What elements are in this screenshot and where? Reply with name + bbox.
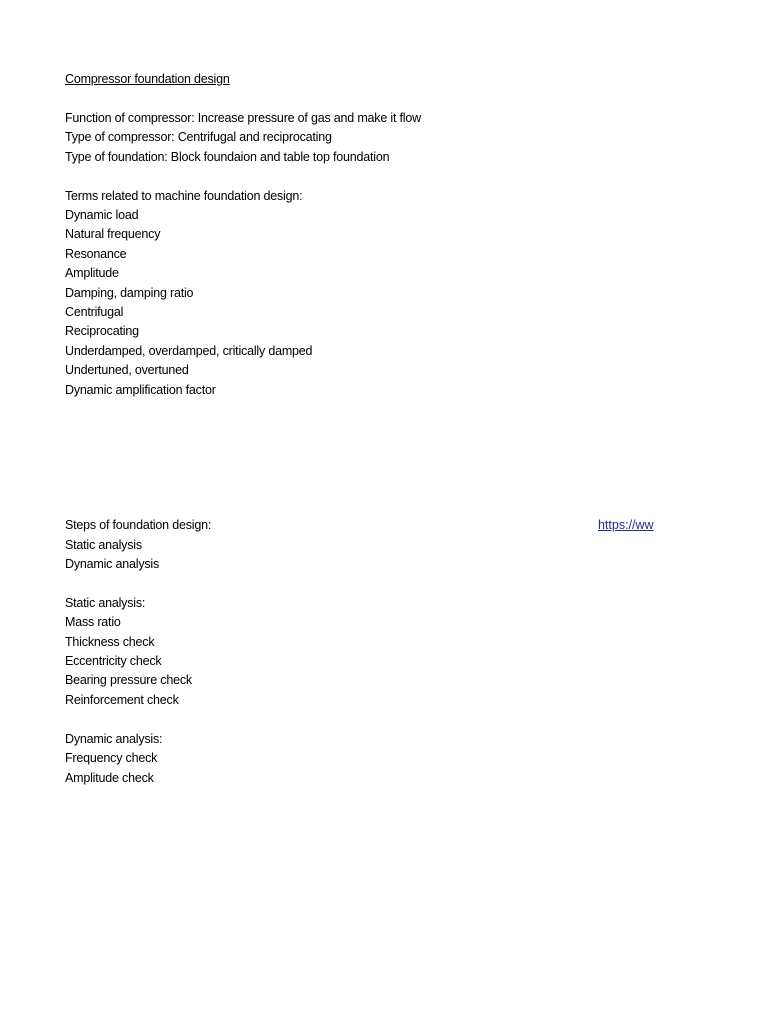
- dynamic-check-item: Amplitude check: [65, 771, 154, 785]
- static-check-item: Thickness check: [65, 635, 155, 649]
- steps-heading: Steps of foundation design:: [65, 518, 212, 532]
- term-item: Dynamic amplification factor: [65, 383, 216, 397]
- term-item: Natural frequency: [65, 227, 161, 241]
- term-item: Resonance: [65, 247, 127, 261]
- term-item: Underdamped, overdamped, critically damped: [65, 344, 313, 358]
- step-item: Dynamic analysis: [65, 557, 160, 571]
- static-check-item: Mass ratio: [65, 615, 121, 629]
- intro-function: Function of compressor: Increase pressure of gas and make it flow: [65, 111, 421, 125]
- static-check-item: Bearing pressure check: [65, 673, 192, 687]
- dynamic-analysis-heading: Dynamic analysis:: [65, 732, 163, 746]
- intro-foundation-type: Type of foundation: Block foundaion and table top foundation: [65, 150, 390, 164]
- static-check-item: Eccentricity check: [65, 654, 162, 668]
- term-item: Dynamic load: [65, 208, 139, 222]
- term-item: Damping, damping ratio: [65, 286, 194, 300]
- term-item: Amplitude: [65, 266, 119, 280]
- reference-link[interactable]: https://ww: [598, 518, 654, 532]
- static-check-item: Reinforcement check: [65, 693, 179, 707]
- term-item: Reciprocating: [65, 324, 139, 338]
- term-item: Undertuned, overtuned: [65, 363, 189, 377]
- terms-heading: Terms related to machine foundation design:: [65, 189, 303, 203]
- term-item: Centrifugal: [65, 305, 124, 319]
- static-analysis-heading: Static analysis:: [65, 596, 146, 610]
- dynamic-check-item: Frequency check: [65, 751, 158, 765]
- intro-compressor-type: Type of compressor: Centrifugal and reciprocating: [65, 130, 332, 144]
- step-item: Static analysis: [65, 538, 142, 552]
- document-title: Compressor foundation design: [65, 72, 230, 86]
